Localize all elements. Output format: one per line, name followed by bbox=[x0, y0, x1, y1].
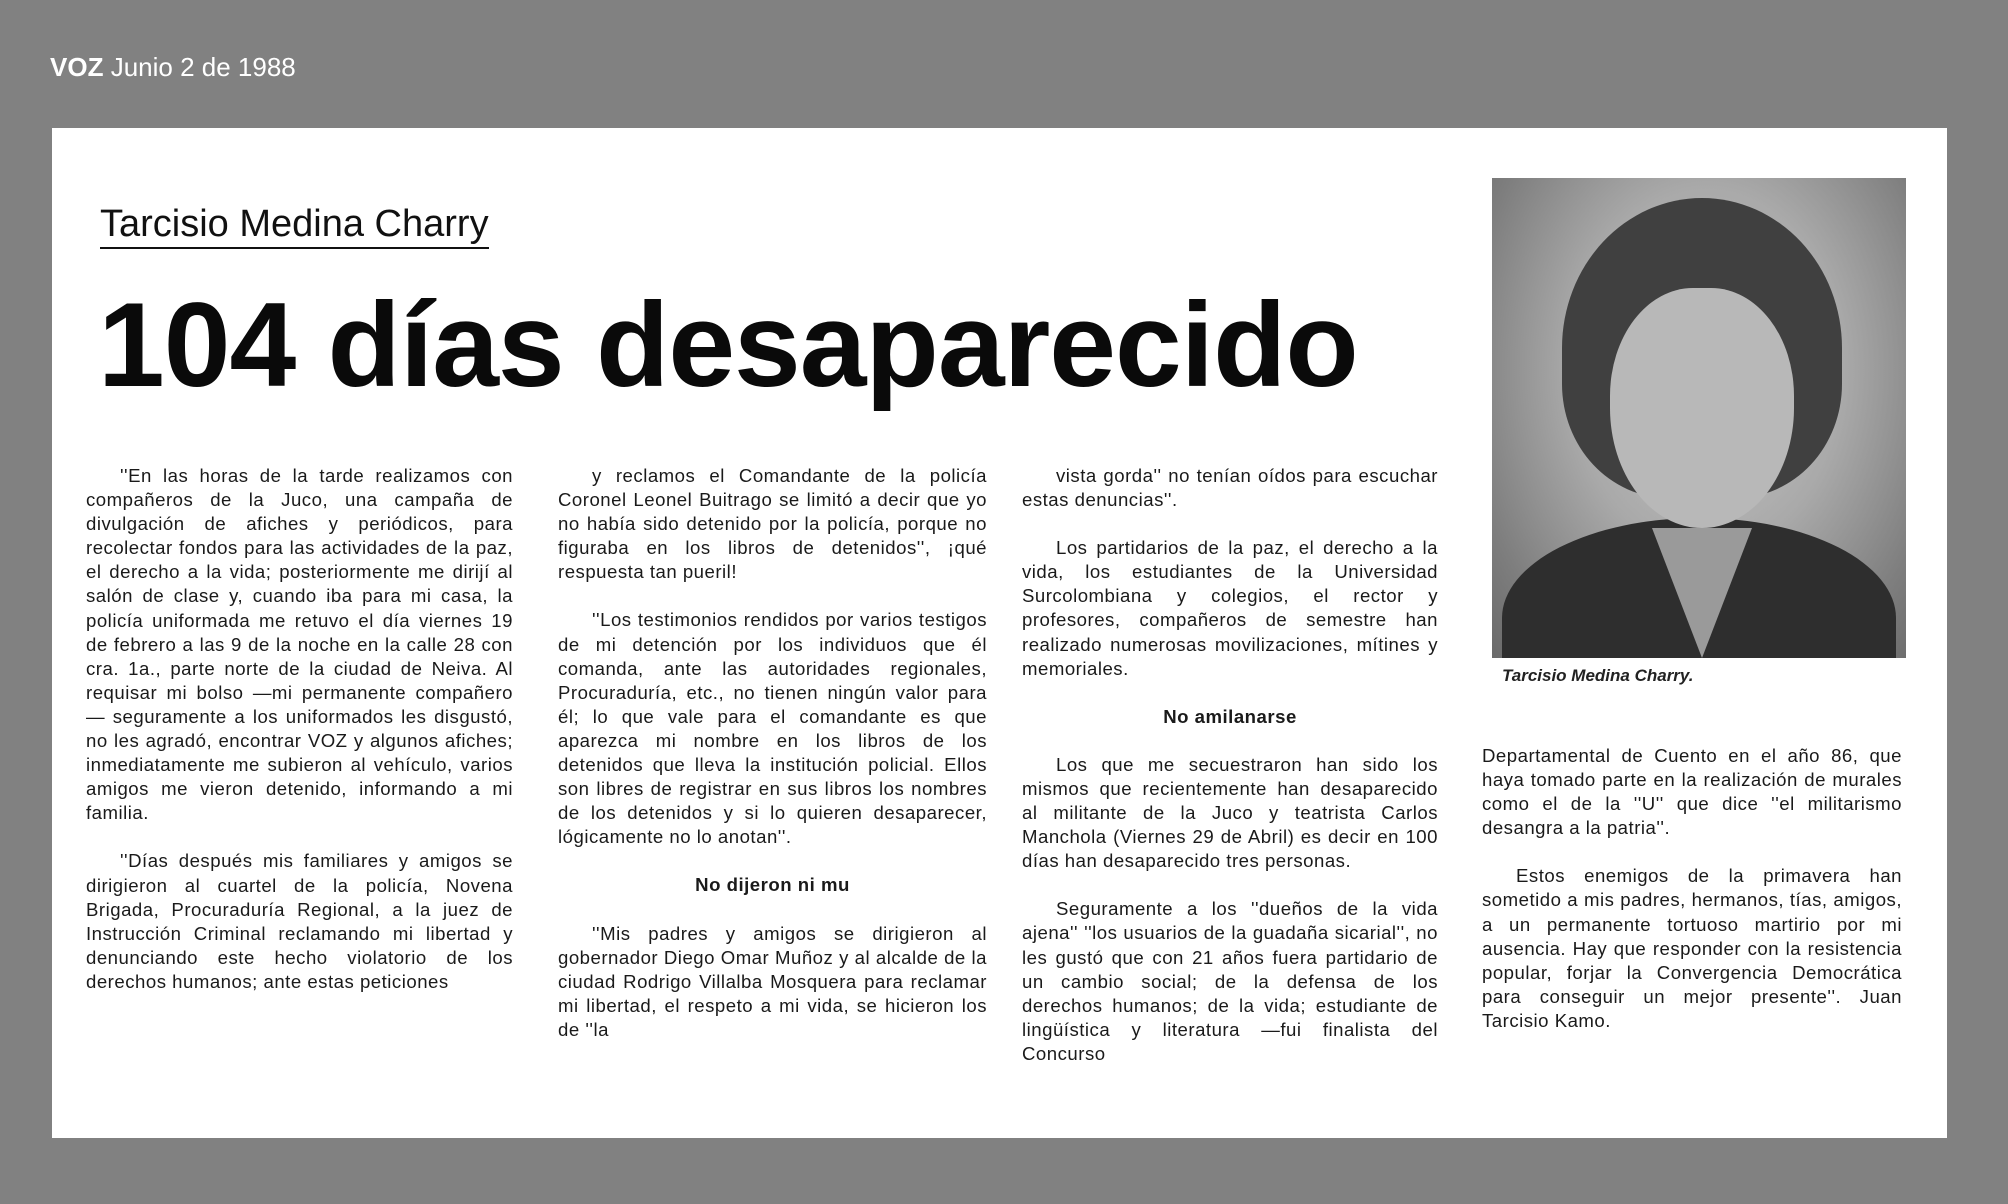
paragraph: ''Los testimonios rendidos por varios testigos de mi detención por los individuos que él comanda, ante las autoridades regionales, Procuraduría, etc., no tienen ningún valor para él; lo que vale para el comandante es que aparezca mi nombre en los libros de los detenidos que lleva la institución policial. Ellos son libres de registrar en sus libros los nombres de los detenidos y si lo quieren desaparecer, lógicamente no lo anotan''. bbox=[558, 609, 987, 848]
clipping-caption bbox=[50, 52, 296, 83]
subheading: No amilanarse bbox=[1163, 705, 1297, 727]
newspaper-clipping bbox=[52, 128, 1947, 1138]
publication-name: VOZ bbox=[50, 52, 104, 82]
paragraph: ''Días después mis familiares y amigos se dirigieron al cuartel de la policía, Novena Brigada, Procuraduría Regional, a la juez de Instrucción Criminal reclamando mi libertad y denunciando este hecho violatorio de los derechos humanos; ante estas peticiones bbox=[86, 850, 513, 992]
article-headline: 104 días desaparecido bbox=[98, 278, 1358, 412]
paragraph: Seguramente a los ''dueños de la vida ajena'' ''los usuarios de la guadaña sicarial'', no les gustó que con 21 años fuera partidario de un cambio social; de la defensa de los derechos humanos; de la vida; estudiante de lingüística y literatura —fui finalista del Concurso bbox=[1022, 898, 1438, 1064]
paragraph: Los partidarios de la paz, el derecho a la vida, los estudiantes de la Universidad Surcolombiana y colegios, el rector y profesores, compañeros de semestre han realizado numerosas movilizaciones, mítines y memoriales. bbox=[1022, 537, 1438, 679]
photo-face bbox=[1610, 288, 1794, 528]
paragraph: ''Mis padres y amigos se dirigieron al gobernador Diego Omar Muñoz y al alcalde de la ciudad Rodrigo Villalba Mosquera para reclamar mi libertad, el respeto a mi vida, se hicieron los de ''la bbox=[558, 922, 987, 1040]
article-column-3 bbox=[1022, 464, 1438, 1090]
article-column-2 bbox=[558, 464, 987, 1066]
article-kicker: Tarcisio Medina Charry bbox=[100, 203, 489, 249]
paragraph: ''En las horas de la tarde realizamos con compañeros de la Juco, una campaña de divulgación de afiches y periódicos, para recolectar fondos para las actividades de la paz, el derecho a la vida; posteriormente me dirijí al salón de clase y, cuando iba para mi casa, la policía uniformada me retuvo el día viernes 19 de febrero a las 9 de la noche en la calle 28 con cra. 1a., parte norte de la ciudad de Neiva. Al requisar mi bolso —mi permanente compañero— seguramente a los uniformados les disgustó, no les agradó, encontrar VOZ y algunos afiches; inmediatamente me subieron al vehículo, varios amigos me vieron detenido, informando a mi familia. bbox=[86, 465, 513, 824]
portrait-photo-icon bbox=[1492, 178, 1906, 658]
article-column-1 bbox=[86, 464, 513, 1018]
paragraph: Departamental de Cuento en el año 86, que haya tomado parte en la realización de murales como el de la ''U'' que dice ''el militarismo desangra a la patria''. bbox=[1482, 745, 1902, 839]
paragraph: y reclamos el Comandante de la policía Coronel Leonel Buitrago se limitó a decir que yo no había sido detenido por la policía, porque no figuraba en los libros de detenidos'', ¡qué respuesta tan pueril! bbox=[558, 465, 987, 583]
paragraph: Los que me secuestraron han sido los mismos que recientemente han desaparecido al militante de la Juco y teatrista Carlos Manchola (Viernes 29 de Abril) es decir en 100 días han desaparecido tres personas. bbox=[1022, 753, 1438, 872]
subheading: No dijeron ni mu bbox=[695, 874, 850, 896]
publication-date: Junio 2 de 1988 bbox=[110, 52, 296, 82]
photo-caption: Tarcisio Medina Charry. bbox=[1502, 666, 1694, 685]
paragraph: Estos enemigos de la primavera han sometido a mis padres, hermanos, tías, amigos, a un permanente tortuoso martirio por mi ausencia. Hay que responder con la resistencia popular, forjar la Convergencia Democrática para conseguir un mejor presente''. Juan Tarcisio Kamo. bbox=[1482, 865, 1902, 1031]
paragraph: vista gorda'' no tenían oídos para escuchar estas denuncias''. bbox=[1022, 465, 1438, 511]
article-column-4 bbox=[1482, 744, 1902, 1057]
